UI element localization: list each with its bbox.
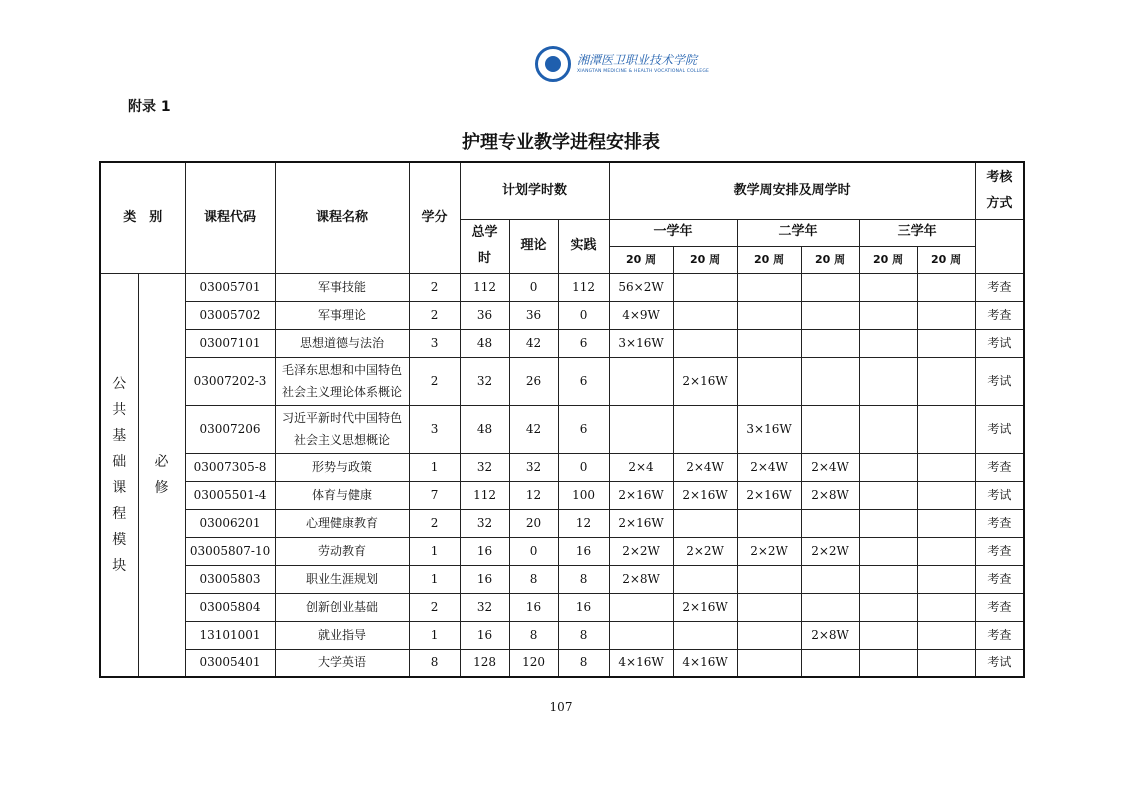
total-hours-cell: 16 — [460, 565, 509, 593]
practice-hours-cell: 6 — [558, 329, 609, 357]
week-schedule-cell — [859, 509, 917, 537]
header-course-code: 课程代码 — [185, 162, 275, 273]
header-weekly-schedule: 教学周安排及周学时 — [609, 162, 975, 219]
week-schedule-cell — [859, 329, 917, 357]
credit-cell: 3 — [409, 405, 460, 453]
header-practice: 实践 — [558, 219, 609, 273]
course-code: 03005501-4 — [185, 481, 275, 509]
week-schedule-cell: 2×16W — [673, 481, 737, 509]
practice-hours-cell: 6 — [558, 357, 609, 405]
week-schedule-cell — [801, 273, 859, 301]
practice-hours-cell: 0 — [558, 301, 609, 329]
total-hours-cell: 112 — [460, 481, 509, 509]
week-schedule-cell — [673, 621, 737, 649]
course-name-line: 思想道德与法治 — [300, 335, 385, 350]
week-schedule-cell — [859, 453, 917, 481]
credit-cell: 2 — [409, 509, 460, 537]
week-schedule-cell — [917, 481, 975, 509]
header-course-name: 课程名称 — [275, 162, 409, 273]
week-schedule-cell: 2×2W — [737, 537, 801, 565]
header-year2: 二学年 — [737, 219, 859, 246]
week-schedule-cell — [801, 649, 859, 677]
week-schedule-cell — [917, 301, 975, 329]
week-schedule-cell — [801, 357, 859, 405]
school-name-en: XIANGTAN MEDICINE & HEALTH VOCATIONAL COLLEGE — [577, 69, 710, 74]
practice-hours-cell: 0 — [558, 453, 609, 481]
practice-hours-cell: 8 — [558, 621, 609, 649]
week-schedule-cell: 56×2W — [609, 273, 673, 301]
header-week-1: 20 周 — [609, 246, 673, 273]
total-hours-cell: 48 — [460, 405, 509, 453]
header-assessment — [975, 162, 1024, 219]
week-schedule-cell: 2×4W — [737, 453, 801, 481]
category-main-char: 公 — [112, 375, 127, 392]
week-schedule-cell — [859, 537, 917, 565]
total-hours-cell: 16 — [460, 537, 509, 565]
course-name-line: 军事理论 — [318, 307, 367, 322]
course-name — [275, 537, 409, 565]
credit-cell: 8 — [409, 649, 460, 677]
header-theory: 理论 — [509, 219, 558, 273]
table-row — [100, 565, 1024, 593]
week-schedule-cell — [917, 509, 975, 537]
credit-cell: 2 — [409, 301, 460, 329]
appendix-label: 附录 1 — [128, 99, 171, 115]
credit-cell: 1 — [409, 453, 460, 481]
credit-cell: 2 — [409, 357, 460, 405]
table-row — [100, 649, 1024, 677]
week-schedule-cell — [737, 509, 801, 537]
header-week-5: 20 周 — [859, 246, 917, 273]
week-schedule-cell — [609, 621, 673, 649]
course-name-line: 军事技能 — [318, 279, 367, 294]
course-name — [275, 593, 409, 621]
week-schedule-cell — [917, 565, 975, 593]
week-schedule-cell — [673, 405, 737, 453]
week-schedule-cell — [917, 329, 975, 357]
course-name-line: 体育与健康 — [312, 487, 373, 502]
assessment-cell: 考查 — [975, 273, 1024, 301]
assessment-cell: 考查 — [975, 509, 1024, 537]
practice-hours-cell: 6 — [558, 405, 609, 453]
table-row — [100, 405, 1024, 453]
course-code: 03007206 — [185, 405, 275, 453]
theory-hours-cell: 42 — [509, 405, 558, 453]
header-total-hours-line2: 时 — [478, 251, 492, 266]
week-schedule-cell — [737, 621, 801, 649]
assessment-cell: 考查 — [975, 537, 1024, 565]
theory-hours-cell: 8 — [509, 621, 558, 649]
week-schedule-cell — [673, 329, 737, 357]
table-row — [100, 593, 1024, 621]
week-schedule-cell — [801, 405, 859, 453]
week-schedule-cell: 2×16W — [609, 481, 673, 509]
course-code: 03007101 — [185, 329, 275, 357]
theory-hours-cell: 32 — [509, 453, 558, 481]
table-row — [100, 537, 1024, 565]
week-schedule-cell — [737, 565, 801, 593]
total-hours-cell: 32 — [460, 593, 509, 621]
total-hours-cell: 32 — [460, 453, 509, 481]
course-name — [275, 301, 409, 329]
week-schedule-cell — [737, 329, 801, 357]
week-schedule-cell — [801, 509, 859, 537]
week-schedule-cell — [917, 273, 975, 301]
assessment-cell: 考试 — [975, 329, 1024, 357]
table-row — [100, 301, 1024, 329]
header-total-hours — [460, 219, 509, 273]
week-schedule-cell — [917, 593, 975, 621]
week-schedule-cell — [737, 593, 801, 621]
course-name — [275, 621, 409, 649]
header-year3: 三学年 — [859, 219, 975, 246]
header-assessment-blank — [975, 219, 1024, 273]
week-schedule-cell — [673, 301, 737, 329]
week-schedule-cell: 2×16W — [673, 593, 737, 621]
assessment-cell: 考试 — [975, 649, 1024, 677]
course-name-line: 习近平新时代中国特色 — [282, 411, 403, 425]
category-main — [100, 273, 138, 677]
total-hours-cell: 48 — [460, 329, 509, 357]
theory-hours-cell: 120 — [509, 649, 558, 677]
week-schedule-cell: 3×16W — [737, 405, 801, 453]
total-hours-cell: 32 — [460, 509, 509, 537]
week-schedule-cell — [801, 593, 859, 621]
table-row — [100, 621, 1024, 649]
week-schedule-cell — [917, 621, 975, 649]
course-name-line: 职业生涯规划 — [306, 571, 379, 586]
total-hours-cell: 16 — [460, 621, 509, 649]
week-schedule-cell: 2×16W — [673, 357, 737, 405]
week-schedule-cell: 3×16W — [609, 329, 673, 357]
week-schedule-cell: 4×9W — [609, 301, 673, 329]
page-title: 护理专业教学进程安排表 — [462, 132, 660, 153]
week-schedule-cell: 2×2W — [673, 537, 737, 565]
course-name — [275, 481, 409, 509]
week-schedule-cell — [917, 405, 975, 453]
course-name-line: 心理健康教育 — [306, 515, 379, 530]
week-schedule-cell — [673, 509, 737, 537]
course-name-line: 创新创业基础 — [306, 599, 379, 614]
week-schedule-cell — [859, 301, 917, 329]
total-hours-cell: 128 — [460, 649, 509, 677]
course-name — [275, 357, 409, 405]
table-row — [100, 481, 1024, 509]
course-name — [275, 649, 409, 677]
theory-hours-cell: 36 — [509, 301, 558, 329]
week-schedule-cell — [859, 357, 917, 405]
week-schedule-cell — [737, 649, 801, 677]
week-schedule-cell: 2×4W — [673, 453, 737, 481]
week-schedule-cell — [859, 273, 917, 301]
course-code: 03006201 — [185, 509, 275, 537]
category-main-char: 程 — [112, 505, 127, 522]
assessment-cell: 考查 — [975, 301, 1024, 329]
school-name-cn: 湘潭医卫职业技术学院 — [577, 53, 698, 67]
course-code: 03007305-8 — [185, 453, 275, 481]
theory-hours-cell: 16 — [509, 593, 558, 621]
table-row — [100, 453, 1024, 481]
course-name-line: 大学英语 — [318, 655, 367, 670]
practice-hours-cell: 8 — [558, 649, 609, 677]
course-code: 03005803 — [185, 565, 275, 593]
week-schedule-cell — [917, 649, 975, 677]
school-emblem-icon — [535, 46, 571, 82]
category-sub-char: 必 — [154, 453, 169, 470]
practice-hours-cell: 8 — [558, 565, 609, 593]
course-name — [275, 329, 409, 357]
week-schedule-cell: 2×16W — [737, 481, 801, 509]
credit-cell: 1 — [409, 537, 460, 565]
course-name — [275, 509, 409, 537]
table-row — [100, 509, 1024, 537]
week-schedule-cell: 2×8W — [609, 565, 673, 593]
total-hours-cell: 36 — [460, 301, 509, 329]
course-code: 03005702 — [185, 301, 275, 329]
practice-hours-cell: 16 — [558, 537, 609, 565]
week-schedule-cell — [737, 357, 801, 405]
school-logo — [535, 46, 710, 86]
credit-cell: 2 — [409, 273, 460, 301]
course-name-line: 劳动教育 — [318, 543, 367, 558]
category-main-char: 共 — [112, 401, 127, 418]
week-schedule-cell: 4×16W — [673, 649, 737, 677]
course-code: 03005807-10 — [185, 537, 275, 565]
theory-hours-cell: 12 — [509, 481, 558, 509]
week-schedule-cell — [801, 329, 859, 357]
course-name — [275, 273, 409, 301]
course-code: 03005804 — [185, 593, 275, 621]
header-week-4: 20 周 — [801, 246, 859, 273]
theory-hours-cell: 42 — [509, 329, 558, 357]
week-schedule-cell: 2×8W — [801, 621, 859, 649]
assessment-cell: 考试 — [975, 357, 1024, 405]
course-name — [275, 565, 409, 593]
course-name-line: 形势与政策 — [312, 459, 373, 474]
week-schedule-cell — [801, 565, 859, 593]
practice-hours-cell: 16 — [558, 593, 609, 621]
week-schedule-cell — [609, 405, 673, 453]
header-planned-hours: 计划学时数 — [460, 162, 609, 219]
header-year1: 一学年 — [609, 219, 737, 246]
assessment-cell: 考查 — [975, 621, 1024, 649]
week-schedule-cell — [859, 405, 917, 453]
credit-cell: 1 — [409, 621, 460, 649]
week-schedule-cell: 2×8W — [801, 481, 859, 509]
credit-cell: 2 — [409, 593, 460, 621]
header-week-3: 20 周 — [737, 246, 801, 273]
course-name — [275, 453, 409, 481]
week-schedule-cell — [859, 649, 917, 677]
category-main-char: 块 — [112, 557, 127, 574]
theory-hours-cell: 8 — [509, 565, 558, 593]
table-row — [100, 357, 1024, 405]
week-schedule-cell — [917, 537, 975, 565]
course-name-line: 社会主义思想概论 — [294, 433, 391, 447]
week-schedule-cell: 2×4W — [801, 453, 859, 481]
category-main-char: 基 — [112, 427, 127, 444]
assessment-cell: 考查 — [975, 593, 1024, 621]
course-name — [275, 405, 409, 453]
credit-cell: 3 — [409, 329, 460, 357]
week-schedule-cell — [859, 565, 917, 593]
course-code: 03005401 — [185, 649, 275, 677]
category-sub-char: 修 — [154, 479, 169, 496]
credit-cell: 1 — [409, 565, 460, 593]
week-schedule-cell — [609, 593, 673, 621]
assessment-cell: 考试 — [975, 405, 1024, 453]
week-schedule-cell — [737, 273, 801, 301]
practice-hours-cell: 12 — [558, 509, 609, 537]
week-schedule-cell — [673, 273, 737, 301]
total-hours-cell: 112 — [460, 273, 509, 301]
page-number: 107 — [549, 700, 573, 714]
category-main-char: 课 — [112, 479, 127, 496]
header-category: 类 别 — [100, 162, 185, 273]
credit-cell: 7 — [409, 481, 460, 509]
header-week-6: 20 周 — [917, 246, 975, 273]
header-week-2: 20 周 — [673, 246, 737, 273]
assessment-cell: 考查 — [975, 565, 1024, 593]
week-schedule-cell: 2×2W — [609, 537, 673, 565]
course-code: 13101001 — [185, 621, 275, 649]
header-assessment-line2: 方式 — [986, 195, 1013, 211]
theory-hours-cell: 20 — [509, 509, 558, 537]
theory-hours-cell: 0 — [509, 273, 558, 301]
week-schedule-cell — [859, 621, 917, 649]
practice-hours-cell: 112 — [558, 273, 609, 301]
course-name-line: 毛泽东思想和中国特色 — [282, 363, 403, 377]
week-schedule-cell — [737, 301, 801, 329]
header-total-hours-line1: 总学 — [471, 225, 498, 240]
week-schedule-cell — [917, 453, 975, 481]
week-schedule-cell — [917, 357, 975, 405]
category-sub — [138, 273, 185, 677]
week-schedule-cell: 2×16W — [609, 509, 673, 537]
assessment-cell: 考查 — [975, 453, 1024, 481]
week-schedule-cell: 4×16W — [609, 649, 673, 677]
week-schedule-cell — [673, 565, 737, 593]
table-row — [100, 273, 1024, 301]
course-name-line: 社会主义理论体系概论 — [282, 385, 403, 399]
week-schedule-cell: 2×4 — [609, 453, 673, 481]
category-main-char: 模 — [112, 531, 127, 548]
week-schedule-cell — [801, 301, 859, 329]
theory-hours-cell: 0 — [509, 537, 558, 565]
course-name-line: 就业指导 — [318, 627, 367, 642]
week-schedule-cell — [609, 357, 673, 405]
course-code: 03007202-3 — [185, 357, 275, 405]
table-row — [100, 329, 1024, 357]
assessment-cell: 考试 — [975, 481, 1024, 509]
curriculum-table — [99, 161, 1025, 678]
practice-hours-cell: 100 — [558, 481, 609, 509]
category-main-char: 础 — [112, 453, 127, 470]
course-code: 03005701 — [185, 273, 275, 301]
week-schedule-cell: 2×2W — [801, 537, 859, 565]
theory-hours-cell: 26 — [509, 357, 558, 405]
week-schedule-cell — [859, 593, 917, 621]
header-assessment-line1: 考核 — [986, 169, 1013, 185]
header-credit: 学分 — [409, 162, 460, 273]
total-hours-cell: 32 — [460, 357, 509, 405]
week-schedule-cell — [859, 481, 917, 509]
